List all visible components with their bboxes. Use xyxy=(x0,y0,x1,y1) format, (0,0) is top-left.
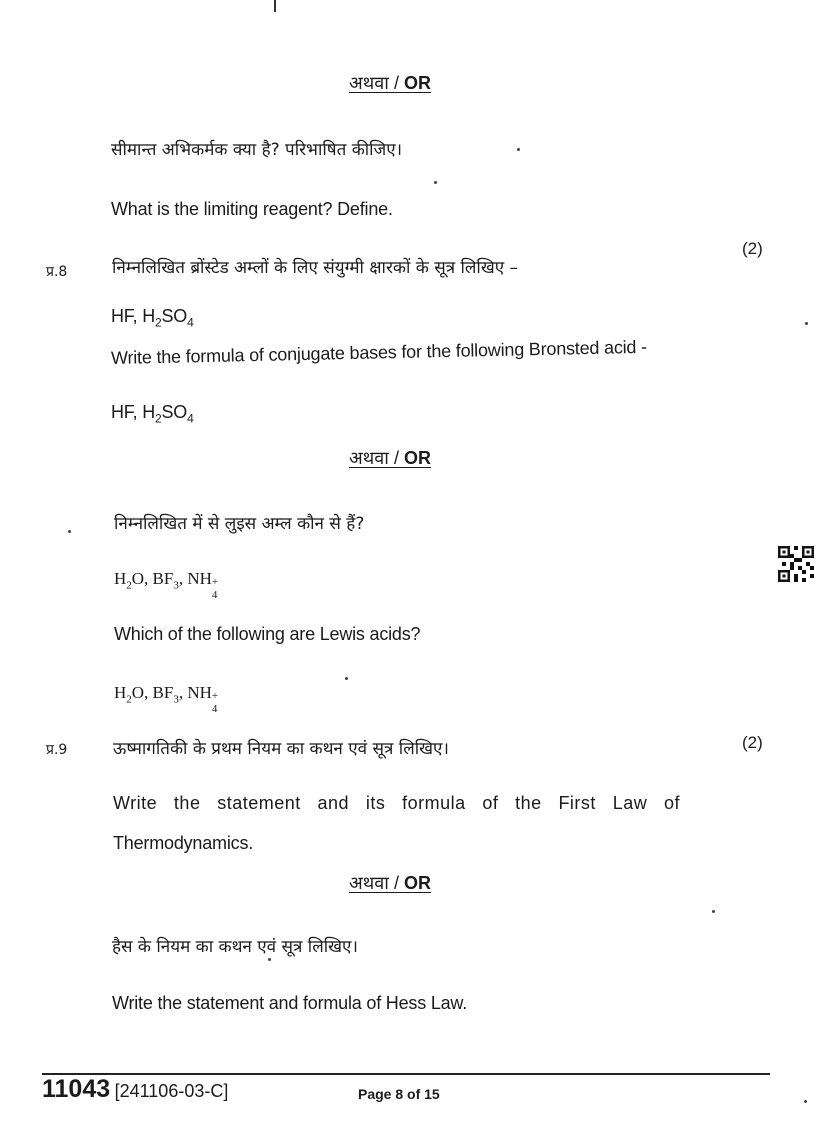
footer-subcode: [241106-03-C] xyxy=(114,1081,229,1101)
lewis-acid-species-line-2: $H_2O$, $BF_3$, NH + 4 xyxy=(114,683,219,715)
question-9-english-line-1: Write the statement and its formula of the First Law of xyxy=(113,793,680,813)
scan-speck xyxy=(712,910,715,913)
lewis-acid-species-line-1: $H_2O$, $BF_3$, NH + 4 xyxy=(114,569,219,601)
lewis-acid-question-english: Which of the following are Lewis acids? xyxy=(114,624,421,644)
scan-speck xyxy=(68,530,71,533)
scan-speck xyxy=(805,322,808,325)
scan-speck xyxy=(804,1100,807,1103)
question-8-english: Write the formula of conjugate bases for the following Bronsted acid - xyxy=(110,336,648,368)
top-tick-mark xyxy=(274,0,276,12)
qr-code-icon xyxy=(778,546,814,582)
hess-law-question-english: Write the statement and formula of Hess Law. xyxy=(112,993,468,1013)
question-9-hindi: ऊष्मागतिकी के प्रथम नियम का कथन एवं सूत्र लिखिए। xyxy=(113,739,449,759)
footer-code: 11043 xyxy=(42,1075,111,1103)
scan-speck xyxy=(517,148,520,151)
limiting-reagent-question-hindi: सीमान्त अभिकर्मक क्या है? परिभाषित कीजिए। xyxy=(111,140,403,160)
hess-law-question-hindi: हैस के नियम का कथन एवं सूत्र लिखिए। xyxy=(112,937,358,957)
scan-speck xyxy=(268,958,271,961)
question-9-marks: (2) xyxy=(742,733,763,752)
footer-paper-code xyxy=(42,1075,228,1104)
or-heading-2: अथवा / OR xyxy=(349,448,431,468)
question-number-9: प्र.9 xyxy=(46,742,68,758)
footer-page-number: Page 8 of 15 xyxy=(358,1086,440,1102)
scan-speck xyxy=(434,181,437,184)
or-heading-3: अथवा / OR xyxy=(349,873,431,893)
or-heading-1: अथवा / OR xyxy=(349,73,431,93)
question-8-marks: (2) xyxy=(742,239,763,258)
question-9-english-line-2: Thermodynamics. xyxy=(113,833,254,853)
question-number-8: प्र.8 xyxy=(46,264,68,280)
question-8-formula-line-2: HF, $H_2SO_4$ xyxy=(111,402,194,426)
lewis-acid-question-hindi: निम्नलिखित में से लुइस अम्ल कौन से हैं? xyxy=(114,514,365,534)
question-8-hindi: निम्नलिखित ब्रोंस्टेड अम्लों के लिए संयुग्मी क्षारकों के सूत्र लिखिए – xyxy=(112,258,519,278)
scan-speck xyxy=(345,677,348,680)
limiting-reagent-question-english: What is the limiting reagent? Define. xyxy=(111,199,393,219)
question-8-formula-line-1: HF, $H_2SO_4$ xyxy=(111,306,194,330)
